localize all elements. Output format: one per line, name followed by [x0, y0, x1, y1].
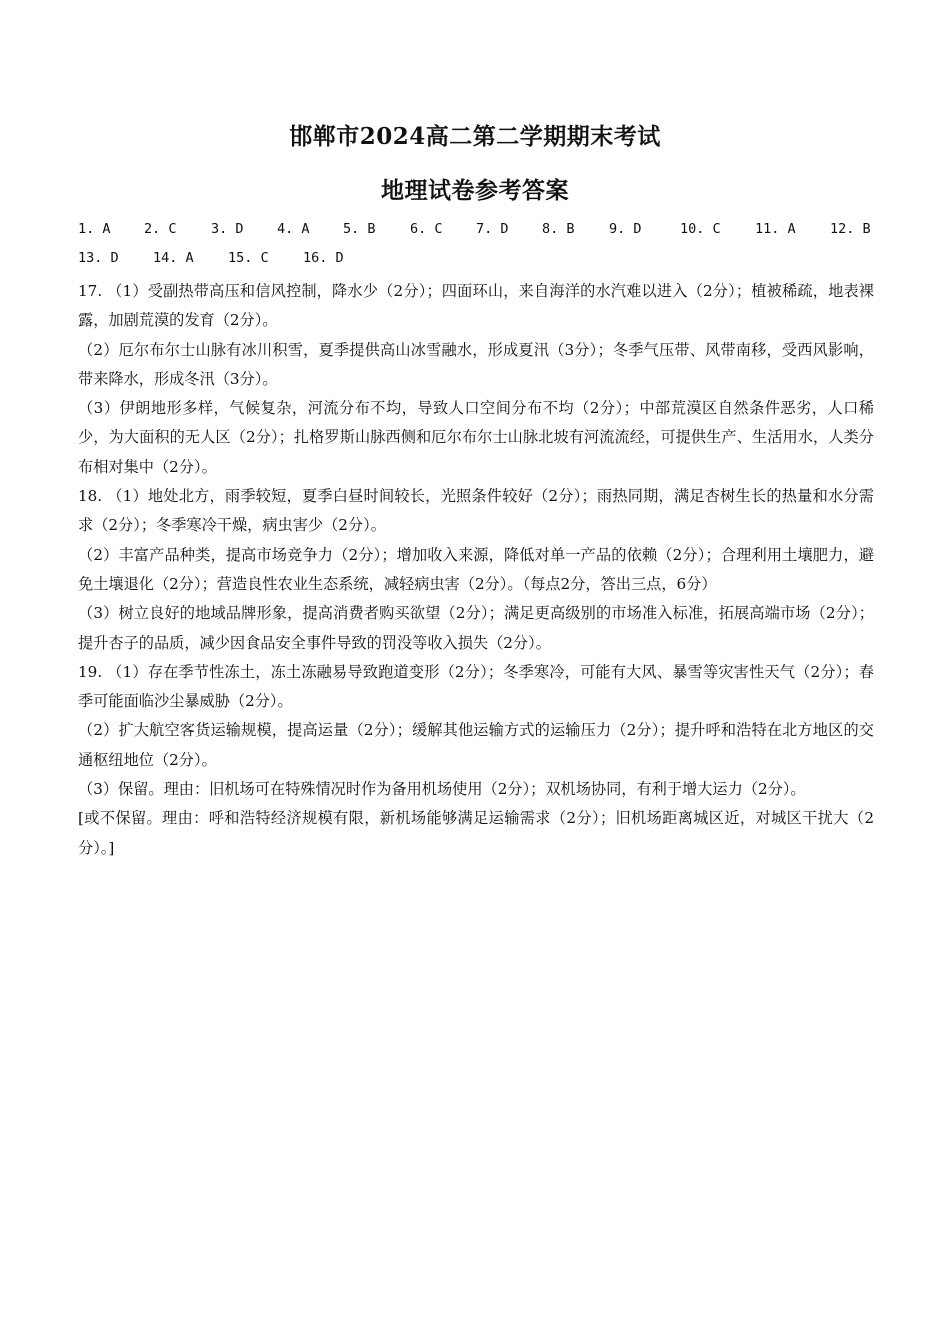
document-title: 邯郸市2024高二第二学期期末考试 — [289, 123, 661, 150]
choice-answer-5: 5. B — [343, 221, 376, 237]
choice-answer-6: 6. C — [410, 221, 443, 237]
choice-answer-3: 3. D — [211, 221, 244, 237]
choice-answer-16: 16. D — [303, 250, 344, 266]
q19-part-3: （3）保留。理由：旧机场可在特殊情况时作为备用机场使用（2分）；双机场协同，有利于增大运力（2分）。 — [78, 780, 806, 799]
choice-answer-12: 12. B — [830, 221, 871, 237]
choice-answer-10: 10. C — [680, 221, 721, 237]
q17-part-1: 17. （1）受副热带高压和信风控制，降水少（2分）；四面环山，来自海洋的水汽难以进入（2分）；植被稀疏，地表裸露，加剧荒漠的发育（2分）。 — [78, 282, 874, 330]
q19-alternative: [或不保留。理由：呼和浩特经济规模有限，新机场能够满足运输需求（2分）；旧机场距离城区近，对城区干扰大（2分）。] — [78, 809, 874, 857]
q17-part-2: （2）厄尔布尔士山脉有冰川积雪，夏季提供高山冰雪融水，形成夏汛（3分）；冬季气压带、风带南移，受西风影响，带来降水，形成冬汛（3分）。 — [78, 340, 874, 388]
choice-answer-15: 15. C — [228, 250, 269, 266]
q19-part-1: 19. （1）存在季节性冻土，冻土冻融易导致跑道变形（2分）；冬季寒冷，可能有大风、暴雪等灾害性天气（2分）；春季可能面临沙尘暴威胁（2分）。 — [78, 662, 874, 711]
choice-answer-8: 8. B — [542, 221, 575, 237]
document-subtitle: 地理试卷参考答案 — [381, 177, 569, 204]
q19-part-2: （2）扩大航空客货运输规模，提高运量（2分）；缓解其他运输方式的运输压力（2分）；提升呼和浩特在北方地区的交通枢纽地位（2分）。 — [78, 721, 874, 769]
q18-part-3: （3）树立良好的地域品牌形象，提高消费者购买欲望（2分）；满足更高级别的市场准入标准，拓展高端市场（2分）；提升杏子的品质，减少因食品安全事件导致的罚没等收入损失（2分）。 — [78, 604, 874, 652]
q17-part-3: （3）伊朗地形多样，气候复杂，河流分布不均，导致人口空间分布不均（2分）；中部荒漠区自然条件恶劣，人口稀少，为大面积的无人区（2分）；扎格罗斯山脉西侧和厄尔布尔士山脉北坡有河流流经，可提供生产、生活用水，人类分布相对集中（2分）。 — [78, 399, 874, 476]
choice-answer-4: 4. A — [277, 221, 310, 237]
q18-part-1: 18. （1）地处北方，雨季较短，夏季白昼时间较长，光照条件较好（2分）；雨热同期，满足杏树生长的热量和水分需求（2分）；冬季寒冷干燥，病虫害少（2分）。 — [78, 487, 874, 535]
choice-answer-14: 14. A — [153, 250, 194, 266]
choice-answer-2: 2. C — [144, 221, 177, 237]
choice-answer-9: 9. D — [609, 221, 642, 237]
choice-answer-1: 1. A — [78, 221, 111, 237]
free-response-answers — [78, 277, 874, 863]
choice-answer-11: 11. A — [755, 221, 796, 237]
choice-answer-13: 13. D — [78, 250, 119, 266]
q18-part-2: （2）丰富产品种类，提高市场竞争力（2分）；增加收入来源，降低对单一产品的依赖（2分）；合理利用土壤肥力，避免土壤退化（2分）；营造良性农业生态系统，减轻病虫害（2分）。（每点2分，答出三点，6分） — [78, 545, 874, 593]
choice-answer-7: 7. D — [476, 221, 509, 237]
